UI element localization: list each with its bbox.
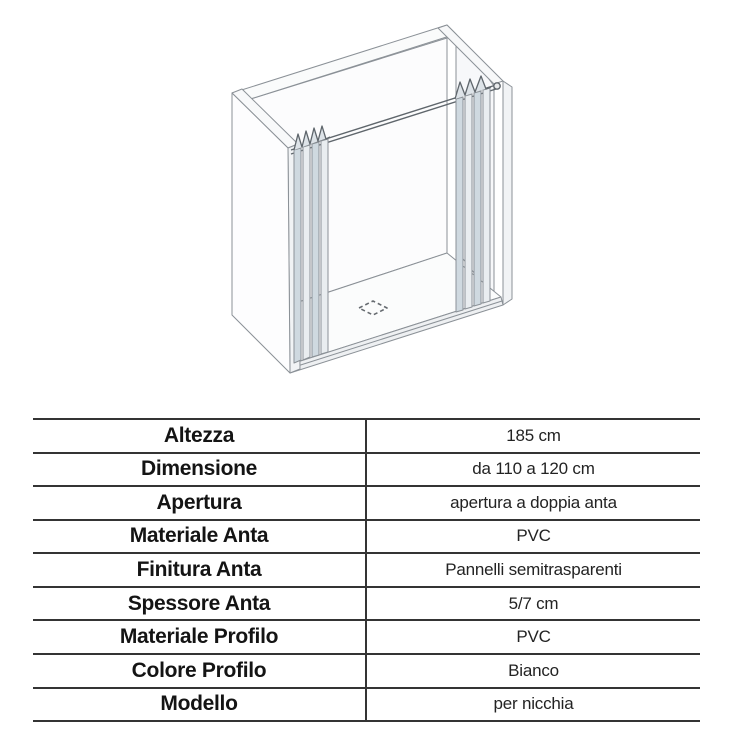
specs-table <box>33 418 700 722</box>
spec-label: Materiale Profilo <box>33 621 367 653</box>
spec-label: Dimensione <box>33 454 367 486</box>
enclosure-box <box>232 25 512 373</box>
spec-row-colore-profilo <box>33 655 700 689</box>
spec-row-spessore-anta <box>33 588 700 622</box>
spec-value: da 110 a 120 cm <box>472 459 595 479</box>
spec-label: Modello <box>33 689 367 721</box>
product-isometric-drawing <box>175 5 565 405</box>
spec-value: 185 cm <box>506 425 561 445</box>
spec-value: Pannelli semitrasparenti <box>445 560 622 580</box>
spec-label: Altezza <box>33 420 367 452</box>
spec-label: Colore Profilo <box>33 655 367 687</box>
spec-value: PVC <box>516 627 551 647</box>
spec-label: Apertura <box>33 487 367 519</box>
spec-row-finitura-anta <box>33 554 700 588</box>
folding-door-left-stack <box>294 126 330 363</box>
spec-label: Spessore Anta <box>33 588 367 620</box>
spec-row-materiale-profilo <box>33 621 700 655</box>
right-wall-edge <box>503 81 512 305</box>
spec-value: apertura a doppia anta <box>450 492 617 512</box>
spec-value: PVC <box>516 526 551 546</box>
spec-label: Materiale Anta <box>33 521 367 553</box>
spec-row-modello <box>33 689 700 723</box>
spec-row-apertura <box>33 487 700 521</box>
spec-row-dimensione <box>33 454 700 488</box>
spec-value: per nicchia <box>493 694 574 714</box>
spec-row-altezza <box>33 420 700 454</box>
spec-value: 5/7 cm <box>508 593 559 613</box>
spec-label: Finitura Anta <box>33 554 367 586</box>
spec-row-materiale-anta <box>33 521 700 555</box>
spec-value: Bianco <box>508 660 559 680</box>
